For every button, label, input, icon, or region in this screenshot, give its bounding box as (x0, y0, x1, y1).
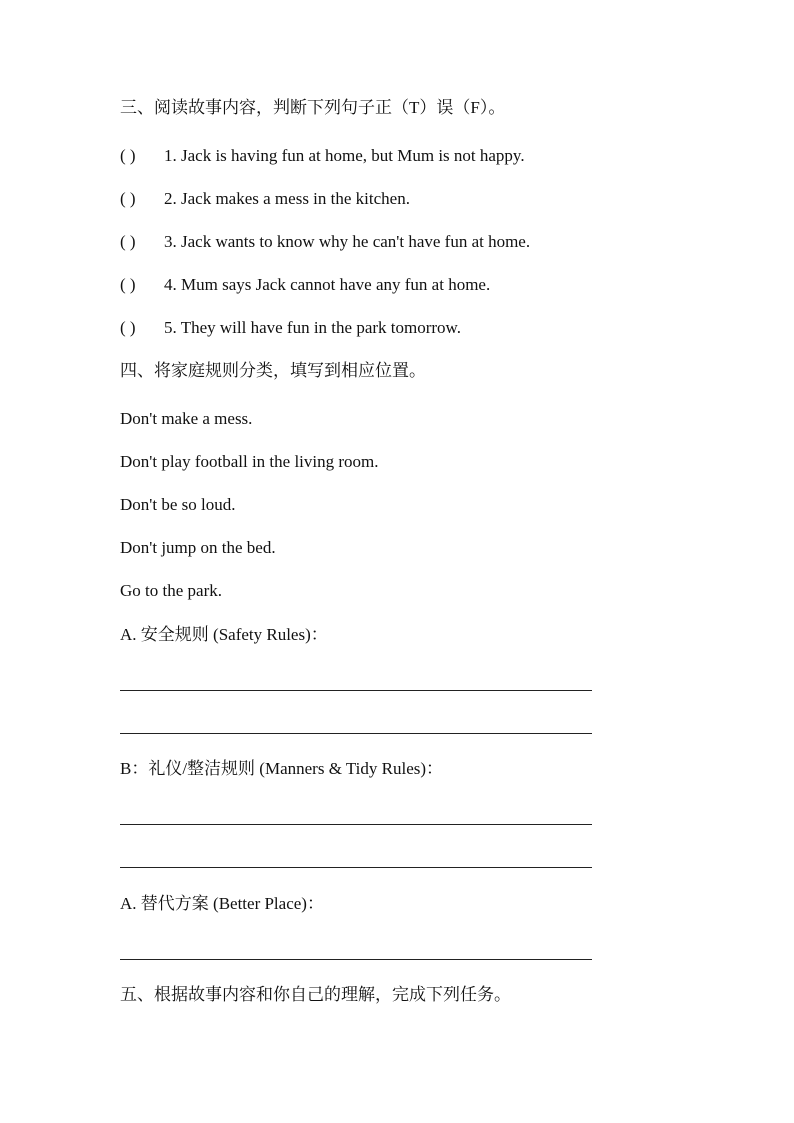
answer-line-safety-1[interactable] (120, 690, 592, 691)
rule-item-3: Don't be so loud. (120, 495, 236, 514)
category-manners-label: B：礼仪/整洁规则 (Manners & Tidy Rules)： (120, 759, 444, 778)
tf-item-5 (120, 317, 461, 339)
answer-blank[interactable]: ( ) (120, 232, 136, 251)
answer-line-manners-2[interactable] (120, 867, 592, 868)
tf-statement: 4. Mum says Jack cannot have any fun at home. (164, 275, 491, 294)
rule-item-2: Don't play football in the living room. (120, 452, 379, 471)
answer-blank[interactable]: ( ) (120, 189, 136, 208)
answer-blank[interactable]: ( ) (120, 318, 136, 337)
tf-item-2 (120, 188, 410, 210)
tf-item-1 (120, 145, 525, 167)
answer-line-safety-2[interactable] (120, 733, 592, 734)
tf-statement: 2. Jack makes a mess in the kitchen. (164, 189, 410, 208)
category-safety-label: A. 安全规则 (Safety Rules)： (120, 625, 328, 644)
tf-statement: 5. They will have fun in the park tomorrow. (164, 318, 461, 337)
rule-item-1: Don't make a mess. (120, 409, 253, 428)
tf-statement: 3. Jack wants to know why he can't have fun at home. (164, 232, 531, 251)
rule-item-4: Don't jump on the bed. (120, 538, 276, 557)
tf-statement: 1. Jack is having fun at home, but Mum is not happy. (164, 146, 525, 165)
section-4-heading: 四、将家庭规则分类，填写到相应位置。 (120, 361, 426, 380)
answer-blank[interactable]: ( ) (120, 146, 136, 165)
answer-line-manners-1[interactable] (120, 824, 592, 825)
section-5-heading: 五、根据故事内容和你自己的理解，完成下列任务。 (120, 985, 511, 1004)
rule-item-5: Go to the park. (120, 581, 222, 600)
tf-item-3 (120, 231, 530, 253)
tf-item-4 (120, 274, 490, 296)
answer-line-better-place-1[interactable] (120, 959, 592, 960)
answer-blank[interactable]: ( ) (120, 275, 136, 294)
section-3-heading: 三、阅读故事内容，判断下列句子正（T）误（F）。 (120, 98, 506, 117)
category-better-place-label: A. 替代方案 (Better Place)： (120, 894, 324, 913)
